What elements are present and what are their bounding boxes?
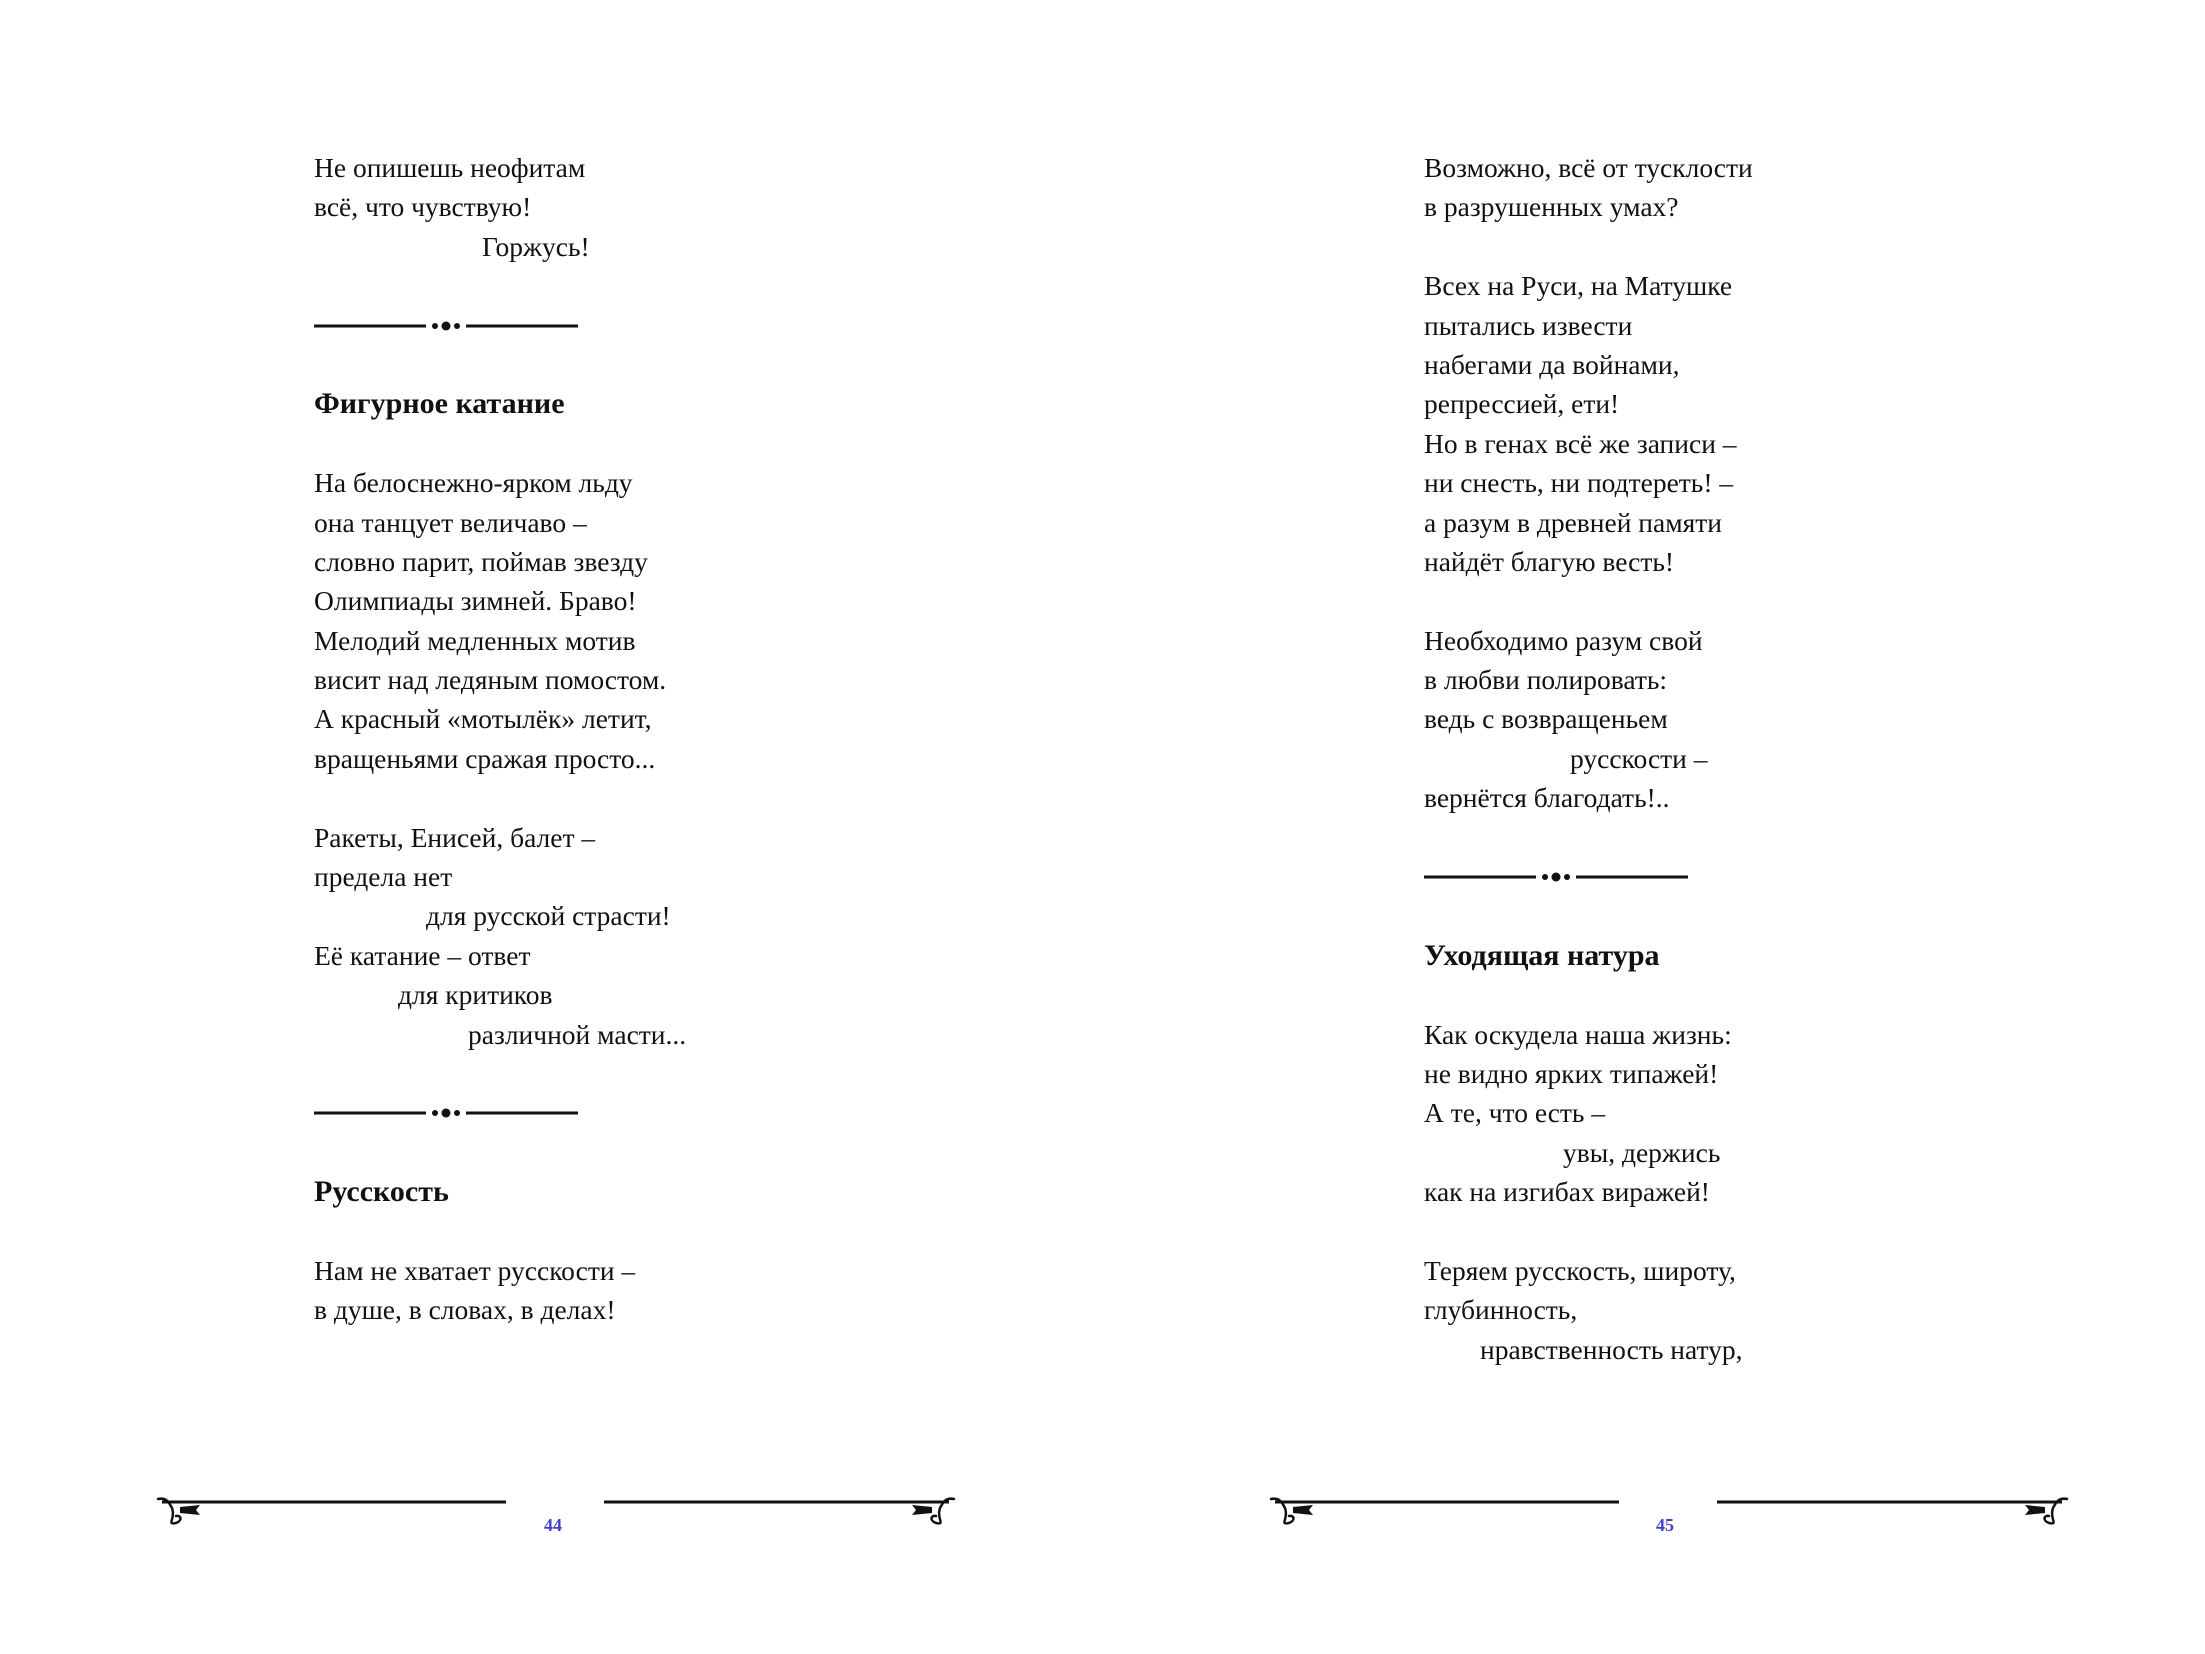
poem-line: а разум в древней памяти [1424,506,1723,538]
poem-line: На белоснежно-ярком льду [314,467,633,499]
stanza-gap [1424,896,2144,935]
poem-line: висит над ледяным помостом. [314,664,667,696]
poem-line: различной масти... [468,1018,687,1050]
poem-line: Не опишешь неофитам [314,152,586,183]
poem-line: словно парит, поймав звезду [314,545,648,577]
poem-line: глубинность, [1424,1294,1578,1326]
poem-line: для критиков [398,979,553,1011]
poem-line: Олимпиады зимней. Браво! [314,585,637,617]
poem-line: вернётся благодать!.. [1424,782,1670,814]
poem-line: Горжусь! [482,230,590,262]
poem-line: репрессией, ети! [1424,388,1620,420]
page-number-left: 44 [544,1515,562,1535]
poem-line: она танцует величаво – [314,506,587,538]
right-page-poems [1424,148,2144,1369]
stanza-gap [314,266,1034,305]
poem-line: Необходимо разум свой [1424,624,1703,656]
stanza-gap [1424,581,2144,620]
stanza-gap [314,1054,1034,1093]
poem-line: в любви полировать: [1424,664,1668,696]
stanza-gap [314,345,1034,384]
poem-line: Её катание – ответ [314,939,531,971]
poem-title: Фигурное катание [314,387,565,421]
left-page-poems [314,148,1034,1330]
poem-line: Мелодий медленных мотив [314,624,636,656]
poem-title: Уходящая натура [1424,938,1660,972]
stanza-gap [314,778,1034,817]
left-page-footer [0,1485,1102,1545]
divider-ornament-icon [1424,867,1694,887]
poem-line: Как оскудела наша жизнь: [1424,1018,1732,1050]
poem-line: как на изгибах виражей! [1424,1176,1710,1208]
poem-line: набегами да войнами, [1424,348,1680,380]
poem-line: Нам не хватает русскости – [314,1254,636,1286]
poem-line: предела нет [314,861,453,893]
poem-divider [314,306,1034,345]
divider-ornament-icon [314,1103,584,1123]
poem-line: для русской страсти! [426,900,671,932]
poem-line: ни снесть, ни подтереть! – [1424,467,1734,499]
stanza-gap [314,424,1034,463]
stanza-gap [314,1212,1034,1251]
stanza-gap [1424,818,2144,857]
poem-line: Всех на Руси, на Матушке [1424,270,1733,302]
poem-line: в разрушенных умах? [1424,191,1679,223]
poem-line: всё, что чувствую! [314,191,532,223]
poem-line: А те, что есть – [1424,1097,1606,1129]
divider-ornament-icon [314,316,584,336]
poem-line: русскости – [1570,742,1708,774]
poem-line: увы, держись [1563,1136,1721,1168]
poem-line: Но в генах всё же записи – [1424,427,1737,459]
poem-line: А красный «мотылёк» летит, [314,703,652,735]
poem-line: не видно ярких типажей! [1424,1057,1719,1089]
poem-line: нравственность натур, [1480,1333,1743,1365]
poem-line: Ракеты, Енисей, балет – [314,821,596,853]
poem-line: в душе, в словах, в делах! [314,1294,616,1326]
stanza-gap [1424,1212,2144,1251]
page-number-right: 45 [1656,1515,1674,1535]
poem-divider [1424,857,2144,896]
stanza-gap [1424,975,2144,1014]
poem-line: Теряем русскость, широту, [1424,1254,1736,1286]
poem-line: Возможно, всё от тусклости [1424,152,1753,183]
poem-line: вращеньями сражая просто... [314,742,656,774]
poem-title: Русскость [314,1175,449,1209]
poem-line: ведь с возвращеньем [1424,703,1668,735]
stanza-gap [314,1133,1034,1172]
stanza-gap [1424,227,2144,266]
left-page [0,0,1102,1654]
poem-line: найдёт благую весть! [1424,545,1675,577]
right-page-footer [1103,1485,2205,1545]
right-page [1103,0,2205,1654]
poem-divider [314,1093,1034,1132]
poem-line: пытались извести [1424,309,1633,341]
